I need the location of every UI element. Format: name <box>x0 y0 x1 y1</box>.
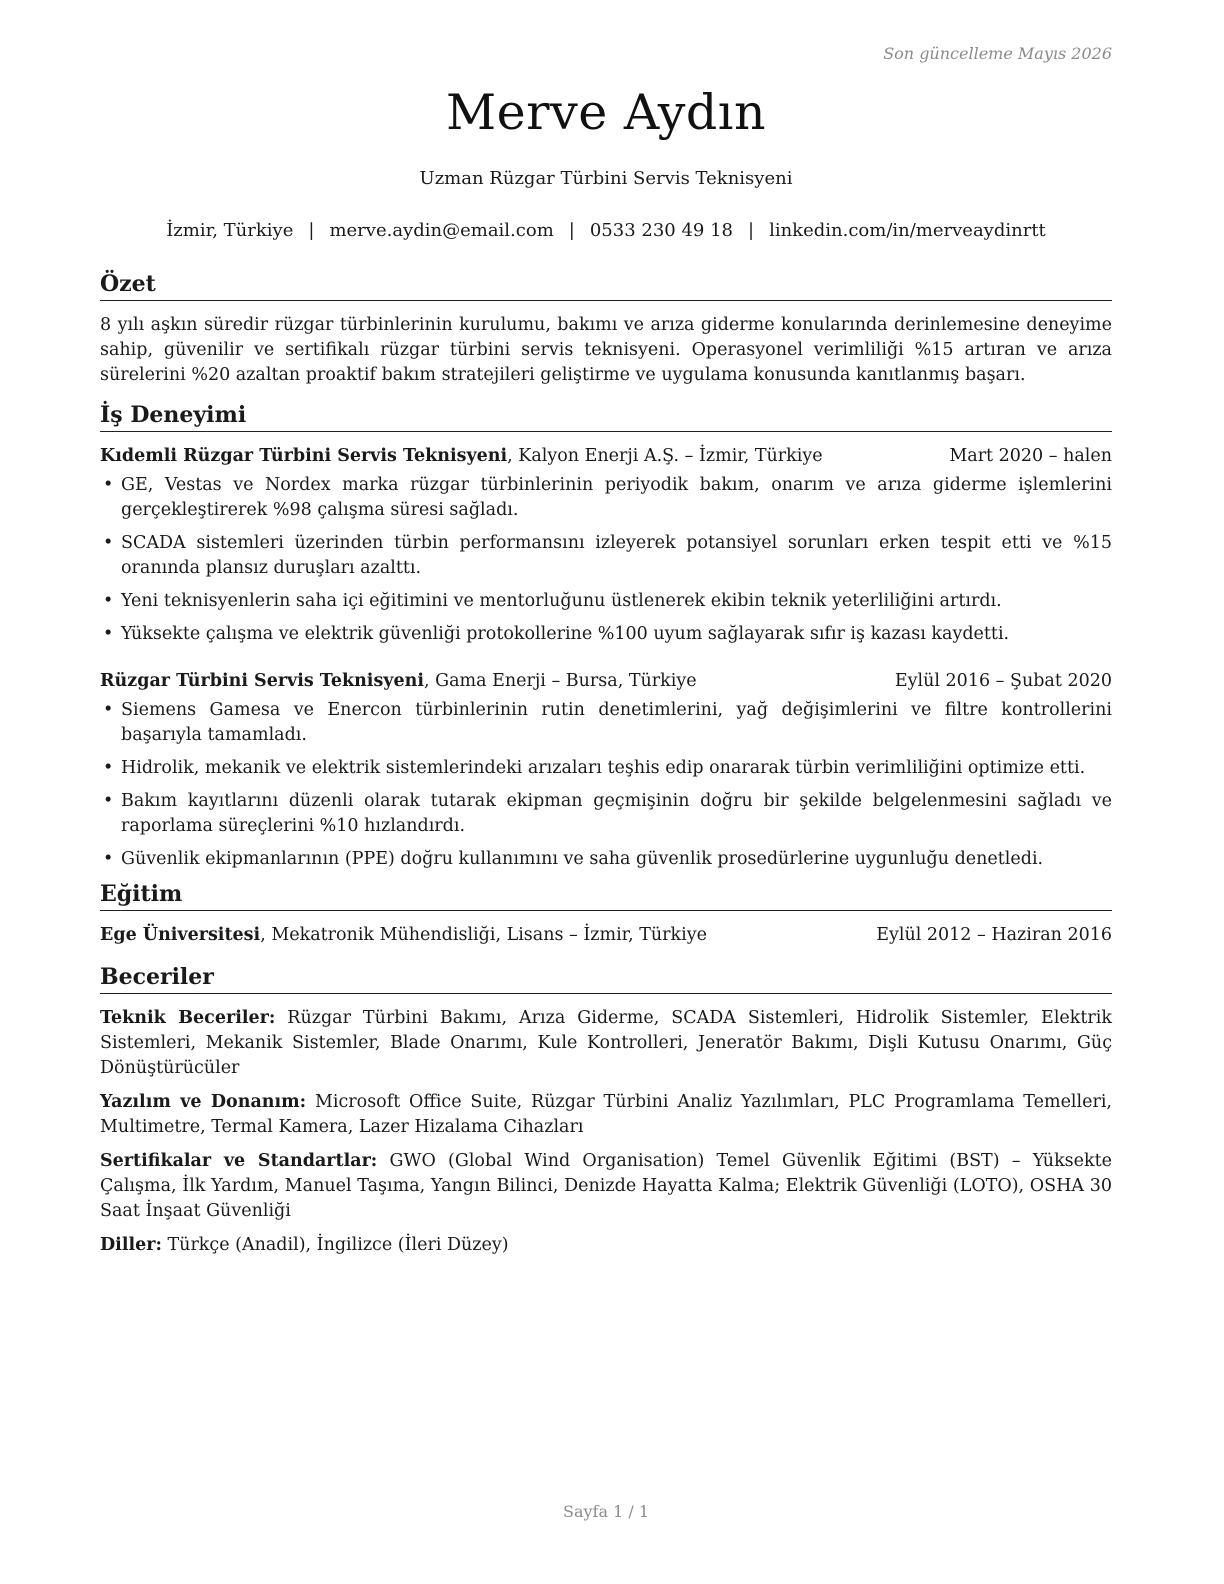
education-dates: Eylül 2012 – Haziran 2016 <box>876 925 1112 945</box>
skill-text: Rüzgar Türbini Bakımı, Arıza Giderme, SCADA Sistemleri, Hidrolik Sistemler, Elektrik Sistemleri, Mekanik Sistemler, Blade Onarımı, Kule Kontrolleri, Jeneratör Bakımı, Dişli Kutusu Onarımı, Güç Dönüştürücüler <box>100 1008 1112 1078</box>
job-bullet: • Hidrolik, mekanik ve elektrik sistemlerindeki arızaları teşhis edip onararak türbin verimliliğini optimize etti. <box>100 756 1112 781</box>
contact-linkedin[interactable]: linkedin.com/in/merveaydinrtt <box>769 220 1046 241</box>
resume-content <box>100 270 1112 1267</box>
section-heading-summary: Özet <box>100 270 1112 301</box>
contact-email[interactable]: merve.aydin@email.com <box>329 220 554 241</box>
resume-page <box>100 0 1112 1584</box>
contact-separator: | <box>748 220 755 241</box>
job-bullets <box>100 698 1112 872</box>
education-detail: , Mekatronik Mühendisliği, Lisans – İzmir, Türkiye <box>260 925 707 945</box>
job-bullet: • SCADA sistemleri üzerinden türbin performansını izleyerek potansiyel sorunları erken tespit etti ve %15 oranında plansız duruşları azalttı. <box>100 531 1112 581</box>
skill-item <box>100 1233 1112 1258</box>
job-bullet: • Bakım kayıtlarını düzenli olarak tutarak ekipman geçmişinin doğru bir şekilde belgelenmesini sağladı ve raporlama süreçlerini %10 hızlandırdı. <box>100 789 1112 839</box>
job-dates: Mart 2020 – halen <box>949 446 1112 466</box>
contact-line <box>100 220 1112 241</box>
page-number: Sayfa 1 / 1 <box>562 1502 649 1521</box>
job-role: Rüzgar Türbini Servis Teknisyeni <box>100 671 424 691</box>
job-company: , Gama Enerji – Bursa, Türkiye <box>423 671 697 691</box>
skill-text: GWO (Global Wind Organisation) Temel Güvenlik Eğitimi (BST) – Yüksekte Çalışma, İlk Yardım, Manuel Taşıma, Yangın Bilinci, Denizde Hayatta Kalma; Elektrik Güvenliği (LOTO), OSHA 30 Saat İnşaat Güvenliği <box>100 1151 1112 1221</box>
job-bullets <box>100 473 1112 647</box>
summary-section <box>100 270 1112 388</box>
job-position <box>100 669 697 694</box>
job-entry <box>100 444 1112 647</box>
education-section <box>100 880 1112 963</box>
job-role: Kıdemli Rüzgar Türbini Servis Teknisyeni <box>100 446 508 466</box>
skill-text: Türkçe (Anadil), İngilizce (İleri Düzey) <box>161 1235 509 1255</box>
skill-item <box>100 1149 1112 1224</box>
education-school: Ege Üniversitesi <box>100 925 261 945</box>
contact-location: İzmir, Türkiye <box>166 220 294 241</box>
job-bullet: • Yeni teknisyenlerin saha içi eğitimini ve mentorluğunu üstlenerek ekibin teknik yeterliliğini artırdı. <box>100 589 1112 614</box>
contact-separator: | <box>568 220 575 241</box>
section-heading-skills: Beceriler <box>100 963 1112 994</box>
summary-text: 8 yılı aşkın süredir rüzgar türbinlerinin kurulumu, bakımı ve arıza giderme konularında derinlemesine deneyime sahip, güvenilir ve sertifikalı rüzgar türbini servis teknisyeni. Operasyonel verimliliği %15 artıran ve arıza sürelerini %20 azaltan proaktif bakım stratejileri geliştirme ve uygulama konusunda kanıtlanmış başarı. <box>100 315 1112 385</box>
skill-text: Microsoft Office Suite, Rüzgar Türbini Analiz Yazılımları, PLC Programlama Temelleri, Multimetre, Termal Kamera, Lazer Hizalama Cihazları <box>100 1092 1112 1137</box>
job-bullet: • Siemens Gamesa ve Enercon türbinlerinin rutin denetimlerini, yağ değişimlerini ve filtre kontrollerini başarıyla tamamladı. <box>100 698 1112 748</box>
contact-separator: | <box>308 220 315 241</box>
skill-label: Yazılım ve Donanım: <box>100 1092 307 1112</box>
skill-label: Diller: <box>100 1235 162 1255</box>
education-detail-line <box>100 923 707 948</box>
skill-label: Teknik Beceriler: <box>100 1008 276 1028</box>
job-dates: Eylül 2016 – Şubat 2020 <box>894 671 1112 691</box>
job-bullet: • Yüksekte çalışma ve elektrik güvenliği protokollerine %100 uyum sağlayarak sıfır iş kazası kaydetti. <box>100 622 1112 647</box>
job-header <box>100 669 1112 694</box>
job-title: Uzman Rüzgar Türbini Servis Teknisyeni <box>419 168 793 189</box>
section-heading-education: Eğitim <box>100 880 1112 911</box>
last-updated: Son güncelleme Mayıs 2026 <box>883 44 1112 63</box>
skill-label: Sertifikalar ve Standartlar: <box>100 1151 378 1171</box>
experience-section <box>100 401 1112 872</box>
contact-phone[interactable]: 0533 230 49 18 <box>589 220 733 241</box>
skill-item <box>100 1090 1112 1140</box>
job-header <box>100 444 1112 469</box>
skill-item <box>100 1006 1112 1081</box>
education-entry <box>100 923 1112 948</box>
section-heading-experience: İş Deneyimi <box>100 401 1112 432</box>
candidate-name: Merve Aydın <box>445 84 767 141</box>
job-company: , Kalyon Enerji A.Ş. – İzmir, Türkiye <box>507 446 823 466</box>
job-bullet: • Güvenlik ekipmanlarının (PPE) doğru kullanımını ve saha güvenlik prosedürlerine uygunluğu denetledi. <box>100 847 1112 872</box>
job-position <box>100 444 823 469</box>
skills-section <box>100 963 1112 1258</box>
job-entry <box>100 669 1112 872</box>
job-bullet: • GE, Vestas ve Nordex marka rüzgar türbinlerinin periyodik bakım, onarım ve arıza giderme işlemlerini gerçekleştirerek %98 çalışma süresi sağladı. <box>100 473 1112 523</box>
